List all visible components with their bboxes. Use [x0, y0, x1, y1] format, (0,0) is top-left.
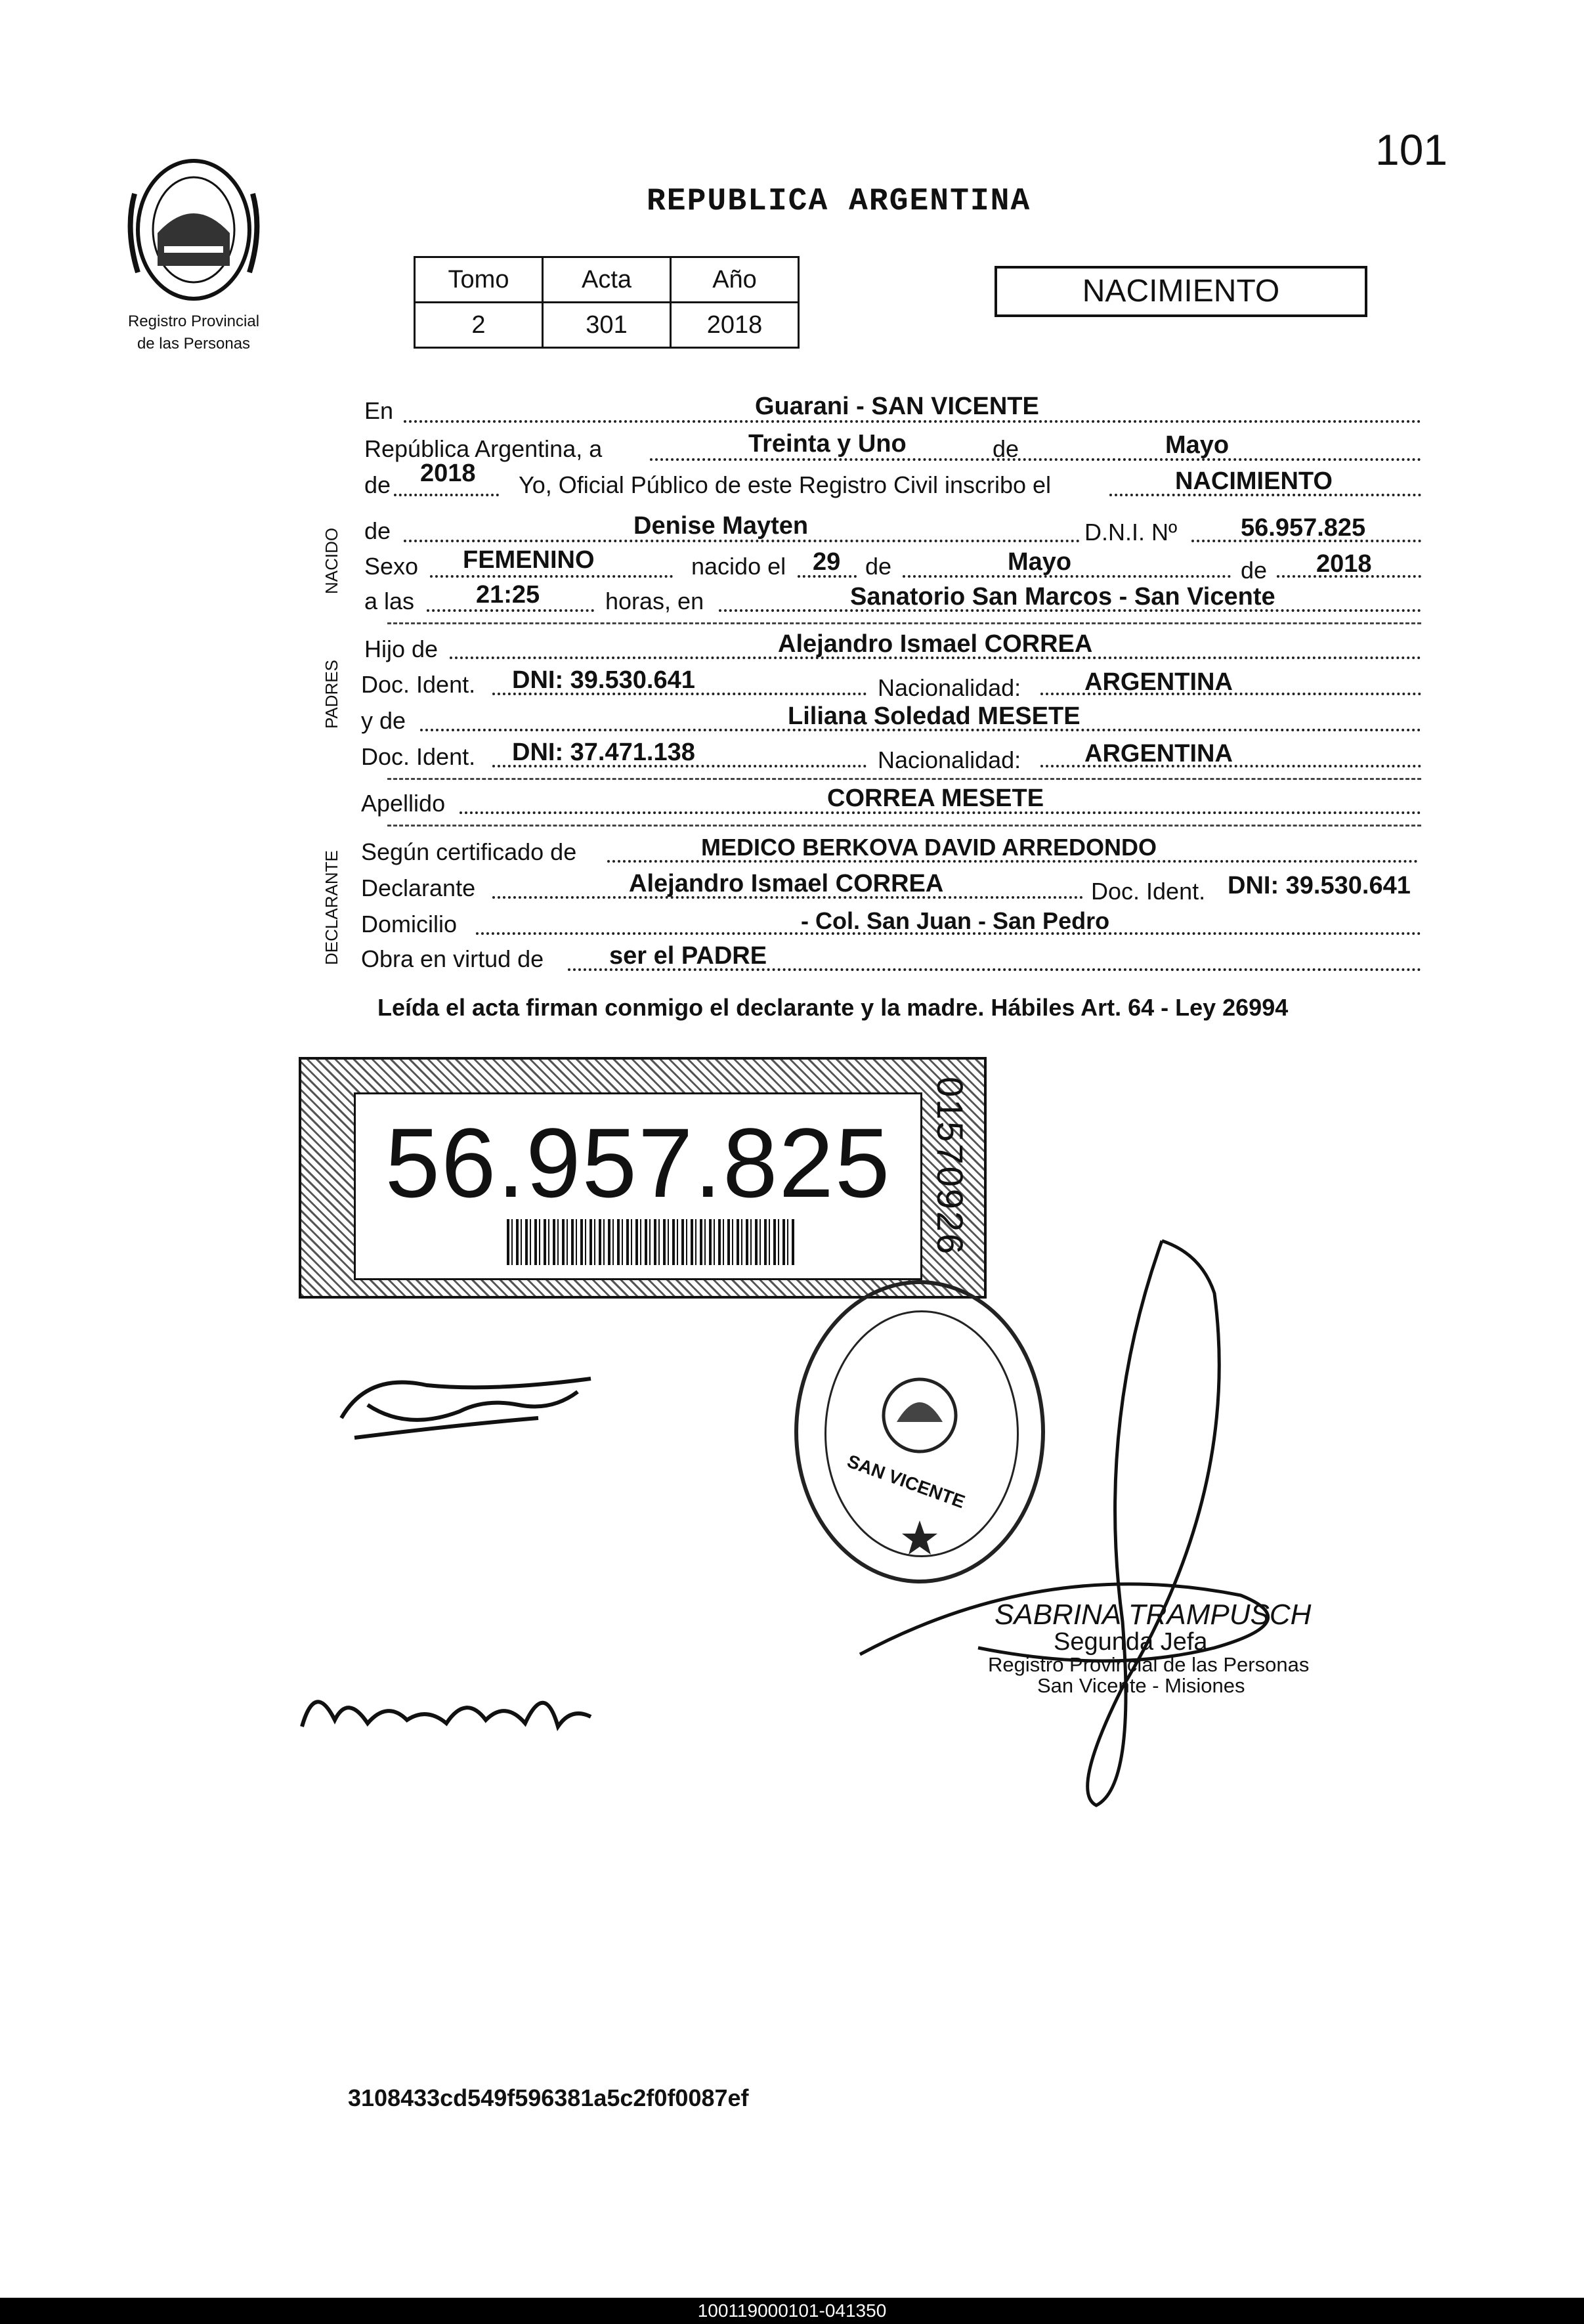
label-de-1: de	[993, 435, 1019, 462]
official-signature-icon	[847, 1228, 1319, 1818]
value-address: - Col. San Juan - San Pedro	[801, 907, 1110, 934]
page-number: 101	[1375, 125, 1448, 174]
label-doc-ident-3: Doc. Ident.	[1091, 878, 1206, 905]
value-inscribo: NACIMIENTO	[1175, 467, 1333, 495]
dots	[427, 609, 594, 612]
value-father-name: Alejandro Ismael CORREA	[778, 630, 1093, 658]
official-role: Segunda Jefa	[1054, 1628, 1208, 1656]
header-acta: Acta	[543, 257, 671, 303]
section-divider	[387, 825, 1421, 827]
oficial-text: Yo, Oficial Público de este Registro Civil inscribo el	[519, 471, 1052, 498]
dots	[430, 575, 673, 578]
official-name: SABRINA TRAMPUSCH	[995, 1599, 1312, 1631]
side-label-nacido: NACIDO	[322, 527, 341, 594]
record-type-box: NACIMIENTO	[995, 266, 1367, 317]
value-year: 2018	[420, 460, 476, 487]
value-acta: 301	[543, 303, 671, 348]
value-birth-month: Mayo	[1008, 548, 1072, 576]
label-nacionalidad-1: Nacionalidad:	[878, 674, 1021, 701]
label-republica: República Argentina, a	[364, 435, 603, 462]
closing-note: Leída el acta firman conmigo el declarante y la madre. Hábiles Art. 64 - Ley 26994	[377, 994, 1289, 1021]
label-de-2: de	[364, 471, 391, 498]
value-declarant-doc: DNI: 39.530.641	[1228, 872, 1411, 899]
label-domicilio: Domicilio	[361, 911, 458, 937]
label-dni: D.N.I. Nº	[1084, 519, 1178, 546]
value-birth-year: 2018	[1316, 550, 1372, 578]
dni-sticker-serial: 01570926	[930, 1077, 971, 1257]
value-certificate: MEDICO BERKOVA DAVID ARREDONDO	[701, 834, 1157, 861]
label-nacido-el: nacido el	[691, 553, 786, 580]
mother-signature-icon	[295, 1668, 610, 1746]
official-city: San Vicente - Misiones	[1037, 1674, 1245, 1697]
dni-sticker-number: 56.957.825	[385, 1108, 891, 1218]
label-doc-ident-1: Doc. Ident.	[361, 671, 476, 698]
value-surname: CORREA MESETE	[827, 785, 1044, 812]
barcode-icon	[507, 1219, 796, 1265]
value-mother-name: Liliana Soledad MESETE	[788, 702, 1081, 730]
label-sexo: Sexo	[364, 553, 419, 580]
value-declarant: Alejandro Ismael CORREA	[629, 870, 944, 897]
seal-inner-text: SAN VICENTE	[844, 1450, 968, 1513]
misiones-shield-icon	[118, 154, 269, 305]
section-divider	[387, 622, 1421, 624]
value-ano: 2018	[671, 303, 799, 348]
value-day-words: Treinta y Uno	[748, 430, 907, 458]
label-en: En	[364, 397, 394, 424]
label-horas-en: horas, en	[605, 588, 704, 614]
dots	[394, 494, 499, 496]
header-ano: Año	[671, 257, 799, 303]
logo-caption-2: de las Personas	[137, 335, 251, 353]
value-mother-nationality: ARGENTINA	[1084, 740, 1233, 767]
label-doc-ident-2: Doc. Ident.	[361, 743, 476, 770]
value-tomo: 2	[415, 303, 543, 348]
label-de-3: de	[364, 517, 391, 544]
label-certificado: Según certificado de	[361, 838, 577, 865]
logo-caption-1: Registro Provincial	[127, 312, 260, 330]
official-org: Registro Provincial de las Personas	[988, 1653, 1310, 1676]
dni-sticker-panel	[354, 1092, 922, 1280]
label-y-de: y de	[361, 707, 406, 734]
dots	[650, 458, 1421, 461]
label-a-las: a las	[364, 588, 415, 614]
value-child-name: Denise Mayten	[633, 512, 809, 540]
value-birth-day: 29	[813, 548, 841, 576]
section-divider	[387, 778, 1421, 780]
record-table	[414, 256, 800, 349]
value-month: Mayo	[1165, 431, 1230, 459]
value-father-doc: DNI: 39.530.641	[512, 666, 695, 694]
label-nacionalidad-2: Nacionalidad:	[878, 746, 1021, 773]
document-title: REPUBLICA ARGENTINA	[647, 184, 1031, 219]
label-hijo-de: Hijo de	[364, 635, 439, 662]
label-de-4: de	[865, 553, 892, 580]
value-father-nationality: ARGENTINA	[1084, 668, 1233, 696]
document-hash: 3108433cd549f596381a5c2f0f0087ef	[348, 2084, 749, 2111]
value-obra: ser el PADRE	[609, 942, 767, 970]
value-sexo: FEMENINO	[463, 546, 595, 574]
value-mother-doc: DNI: 37.471.138	[512, 739, 695, 766]
header-tomo: Tomo	[415, 257, 543, 303]
label-apellido: Apellido	[361, 790, 446, 817]
footer-bar: 100119000101-041350	[0, 2298, 1584, 2324]
value-en: Guarani - SAN VICENTE	[755, 393, 1039, 420]
label-declarante: Declarante	[361, 874, 476, 901]
declarant-signature-icon	[328, 1346, 617, 1451]
side-label-declarante: DECLARANTE	[322, 850, 341, 965]
label-de-5: de	[1241, 557, 1268, 584]
value-child-dni: 56.957.825	[1241, 514, 1366, 542]
label-obra: Obra en virtud de	[361, 945, 544, 972]
value-birth-place: Sanatorio San Marcos - San Vicente	[850, 583, 1275, 611]
registry-logo	[112, 154, 276, 353]
side-label-padres: PADRES	[322, 660, 341, 729]
value-birth-time: 21:25	[476, 581, 540, 609]
